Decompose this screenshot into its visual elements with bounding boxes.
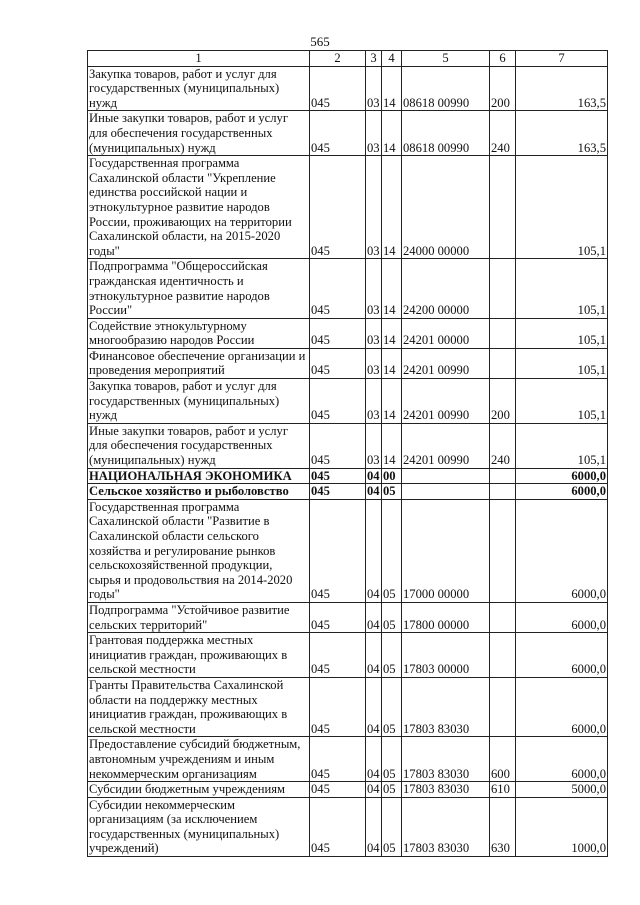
expense-type-cell [490,602,516,632]
item-name-line: годы" [89,587,120,602]
ministry-code-cell: 045 [310,499,366,602]
ministry-code-cell: 045 [310,782,366,798]
ministry-code-cell: 045 [310,737,366,782]
ministry-code-cell: 045 [310,66,366,111]
item-name-line: автономным учреждениям и иным [89,751,275,766]
subsection-code-cell: 14 [382,379,402,424]
target-article-cell: 24200 00000 [402,259,490,318]
item-name-cell [88,111,310,156]
subsection-code-cell: 14 [382,348,402,378]
item-name-line: Закупка товаров, работ и услуг для [89,379,277,394]
item-name-line: НАЦИОНАЛЬНАЯ ЭКОНОМИКА [89,468,292,483]
item-name-line: для обеспечения государственных [89,438,273,453]
subsection-code-cell: 14 [382,156,402,259]
item-name-line: сельской местности [89,662,196,677]
item-name-cell [88,318,310,348]
target-article-cell: 17803 83030 [402,782,490,798]
item-name-line: Гранты Правительства Сахалинской [89,677,284,692]
item-name-line: России, проживающих на территории [89,214,292,229]
item-name-line: Предоставление субсидий бюджетным, [89,737,301,752]
item-name-line: проведения мероприятий [89,363,225,378]
target-article-cell [402,484,490,500]
section-code-cell: 04 [366,602,382,632]
target-article-cell [402,468,490,484]
amount-cell: 105,1 [516,348,608,378]
item-name-cell [88,66,310,111]
item-name-line: многообразию народов России [89,333,255,348]
section-code-cell: 03 [366,423,382,468]
expense-type-cell [490,677,516,736]
subsection-code-cell: 00 [382,468,402,484]
target-article-cell: 17803 00000 [402,633,490,678]
item-name-line: государственных (муниципальных) [89,393,280,408]
expense-type-cell [490,633,516,678]
table-row [88,468,608,484]
expense-type-cell [490,484,516,500]
item-name-line: Содействие этнокультурному [89,318,247,333]
ministry-code-cell: 045 [310,156,366,259]
item-name-line: Подпрограмма "Устойчивое развитие [89,602,290,617]
expense-type-cell [490,468,516,484]
item-name-line: сельскохозяйственной продукции, [89,558,273,573]
subsection-code-cell: 14 [382,111,402,156]
table-row [88,318,608,348]
table-row [88,111,608,156]
item-name-line: организациям (за исключением [89,812,258,827]
header-cell: 1 [88,51,310,67]
header-cell: 7 [516,51,608,67]
item-name-line: Финансовое обеспечение организации и [89,348,306,363]
item-name-line: (муниципальных) нужд [89,453,216,468]
ministry-code-cell: 045 [310,111,366,156]
item-name-line: Иные закупки товаров, работ и услуг [89,423,289,438]
item-name-line: области на поддержку местных [89,692,258,707]
amount-cell: 163,5 [516,111,608,156]
item-name-line: сырья и продовольствия на 2014-2020 [89,572,293,587]
subsection-code-cell: 05 [382,484,402,500]
expense-type-cell: 600 [490,737,516,782]
table-row [88,499,608,602]
header-cell: 6 [490,51,516,67]
section-code-cell: 03 [366,156,382,259]
item-name-line: Сахалинской области сельского [89,529,259,543]
item-name-line: Субсидии бюджетным учреждениям [89,782,285,797]
ministry-code-cell: 045 [310,318,366,348]
header-cell: 4 [382,51,402,67]
table-row [88,484,608,500]
item-name-line: Сельское хозяйство и рыболовство [89,484,289,499]
section-code-cell: 03 [366,318,382,348]
expense-type-cell: 610 [490,782,516,798]
section-code-cell: 03 [366,66,382,111]
item-name-cell [88,633,310,678]
target-article-cell: 24000 00000 [402,156,490,259]
item-name-line: Иные закупки товаров, работ и услуг [89,111,289,126]
item-name-line: нужд [89,95,117,110]
section-code-cell: 04 [366,633,382,678]
amount-cell: 1000,0 [516,797,608,856]
ministry-code-cell: 045 [310,633,366,678]
ministry-code-cell: 045 [310,259,366,318]
item-name-cell [88,484,310,500]
item-name-line: Закупка товаров, работ и услуг для [89,66,277,81]
item-name-line: государственных (муниципальных) [89,826,280,841]
subsection-code-cell: 14 [382,259,402,318]
subsection-code-cell: 05 [382,782,402,798]
subsection-code-cell: 14 [382,66,402,111]
amount-cell: 6000,0 [516,484,608,500]
item-name-line: некоммерческим организациям [89,766,257,781]
item-name-line: этнокультурное развитие народов [89,199,270,214]
section-code-cell: 03 [366,259,382,318]
subsection-code-cell: 05 [382,677,402,736]
item-name-line: Субсидии некоммерческим [89,797,236,812]
expense-type-cell: 240 [490,111,516,156]
table-row [88,348,608,378]
section-code-cell: 04 [366,677,382,736]
header-cell: 3 [366,51,382,67]
subsection-code-cell: 14 [382,318,402,348]
item-name-cell [88,348,310,378]
expense-type-cell [490,348,516,378]
section-code-cell: 04 [366,499,382,602]
table-row [88,737,608,782]
section-code-cell: 04 [367,484,380,499]
section-code-cell: 04 [366,797,382,856]
subsection-code-cell: 05 [382,737,402,782]
table-row [88,797,608,856]
amount-cell: 6000,0 [516,602,608,632]
item-name-cell [88,782,310,798]
item-name-cell [88,156,310,259]
amount-cell: 105,1 [516,156,608,259]
header-cell: 5 [402,51,490,67]
target-article-cell: 17803 83030 [402,737,490,782]
expense-type-cell: 200 [490,379,516,424]
item-name-cell [88,379,310,424]
table-row [88,602,608,632]
item-name-line: России" [89,303,133,318]
item-name-line: сельских территорий" [89,617,208,632]
section-code-cell: 03 [366,348,382,378]
item-name-cell [88,797,310,856]
target-article-cell: 24201 00990 [402,348,490,378]
item-name-cell [88,468,310,484]
item-name-line: для обеспечения государственных [89,125,273,140]
amount-cell: 105,1 [516,379,608,424]
target-article-cell: 24201 00000 [402,318,490,348]
page-number: 565 [310,34,330,49]
amount-cell: 105,1 [516,318,608,348]
ministry-code-cell: 045 [310,379,366,424]
target-article-cell: 24201 00990 [402,423,490,468]
amount-cell: 6000,0 [516,677,608,736]
table-row [88,423,608,468]
table-row [88,782,608,798]
item-name-line: (муниципальных) нужд [89,140,216,155]
item-name-line: Государственная программа [89,156,240,171]
amount-cell: 163,5 [516,66,608,111]
table-row [88,677,608,736]
item-name-line: нужд [89,408,117,423]
target-article-cell: 17803 83030 [402,677,490,736]
budget-table [87,50,608,857]
amount-cell: 6000,0 [516,499,608,602]
item-name-line: этнокультурное развитие народов [89,288,270,303]
item-name-cell [88,677,310,736]
target-article-cell: 08618 00990 [402,111,490,156]
table-row [88,66,608,111]
section-code-cell: 03 [366,111,382,156]
expense-type-cell: 240 [490,423,516,468]
ministry-code-cell: 045 [310,677,366,736]
target-article-cell: 08618 00990 [402,66,490,111]
item-name-cell [88,259,310,318]
item-name-line: сельской местности [89,721,196,736]
subsection-code-cell: 05 [382,797,402,856]
ministry-code-cell: 045 [310,348,366,378]
item-name-line: учреждений) [89,841,159,856]
subsection-code-cell: 05 [382,602,402,632]
ministry-code-cell: 045 [310,423,366,468]
item-name-line: Сахалинской области "Развитие в [89,514,270,529]
item-name-line: Сахалинской области, на 2015-2020 [89,229,281,244]
ministry-code-cell: 045 [310,602,366,632]
amount-cell: 6000,0 [516,737,608,782]
item-name-line: Подпрограмма "Общероссийская [89,259,268,274]
amount-cell: 6000,0 [516,468,608,484]
item-name-line: Государственная программа [89,499,240,514]
expense-type-cell [490,318,516,348]
expense-type-cell: 200 [490,66,516,111]
item-name-cell [88,423,310,468]
table-row [88,379,608,424]
ministry-code-cell: 045 [310,468,366,484]
section-code-cell: 04 [367,782,380,797]
item-name-cell [88,499,310,602]
target-article-cell: 17803 83030 [402,797,490,856]
table-row [88,633,608,678]
table-row [88,259,608,318]
table-row [88,156,608,259]
header-row [88,51,608,67]
section-code-cell: 03 [366,379,382,424]
item-name-line: гражданская идентичность и [89,273,244,288]
section-code-cell: 04 [367,468,380,483]
item-name-line: Сахалинской области "Укрепление [89,170,276,185]
subsection-code-cell: 05 [382,499,402,602]
ministry-code-cell: 045 [310,797,366,856]
expense-type-cell [490,499,516,602]
item-name-line: единства российской нации и [89,185,248,200]
section-code-cell: 04 [366,737,382,782]
amount-cell: 6000,0 [516,633,608,678]
item-name-line: инициатив граждан, проживающих в [89,647,288,662]
expense-type-cell [490,156,516,259]
target-article-cell: 24201 00990 [402,379,490,424]
item-name-line: государственных (муниципальных) [89,81,280,96]
amount-cell: 105,1 [516,423,608,468]
item-name-line: хозяйства и регулирование рынков [89,543,276,558]
amount-cell: 5000,0 [516,782,608,798]
expense-type-cell [490,259,516,318]
item-name-line: годы" [89,243,120,258]
expense-type-cell: 630 [490,797,516,856]
item-name-line: инициатив граждан, проживающих в [89,707,288,722]
header-cell: 2 [310,51,366,67]
target-article-cell: 17000 00000 [402,499,490,602]
item-name-line: Грантовая поддержка местных [89,633,254,648]
item-name-cell [88,602,310,632]
subsection-code-cell: 14 [382,423,402,468]
amount-cell: 105,1 [516,259,608,318]
item-name-cell [88,737,310,782]
subsection-code-cell: 05 [382,633,402,678]
ministry-code-cell: 045 [310,484,366,500]
target-article-cell: 17800 00000 [402,602,490,632]
